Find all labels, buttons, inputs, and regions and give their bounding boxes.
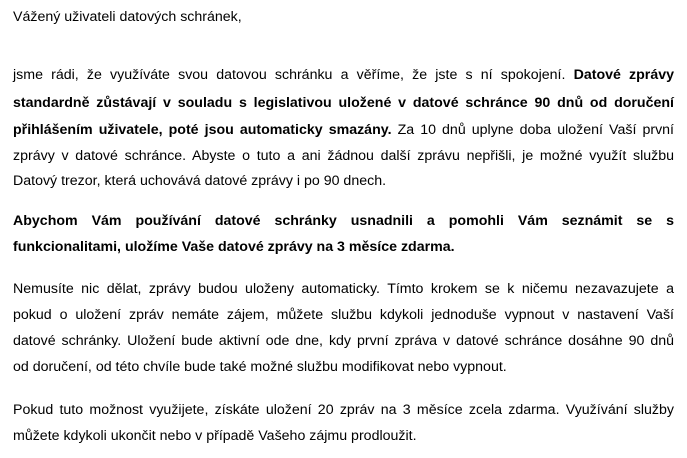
greeting: Vážený uživateli datových schránek,: [13, 9, 242, 25]
paragraph-line: Abychom Vám používání datové schránky usnadnili a pomohli Vám seznámit se s: [13, 213, 674, 229]
text-bold: přihlášením uživatele, poté jsou automaticky smazány.: [13, 122, 392, 138]
paragraph-line: zprávy v datové schránce. Abyste o tuto a ani žádnou další zprávu nepřišli, je možné využít službu: [13, 148, 674, 164]
paragraph-line: [13, 121, 674, 139]
text-bold: Datové zprávy: [573, 67, 674, 83]
paragraph-line: datové schránky. Uložení bude aktivní ode dne, kdy první zpráva v datové schránce dosáhne 90 dnů: [13, 333, 674, 349]
paragraph-line: [13, 66, 674, 84]
paragraph-line: standardně zůstávají v souladu s legislativou uložené v datové schránce 90 dnů od doručení: [13, 95, 674, 111]
paragraph-line: můžete kdykoli ukončit nebo v případě Vašeho zájmu prodloužit.: [13, 428, 417, 444]
paragraph-line: od doručení, od této chvíle bude také možné službu modifikovat nebo vypnout.: [13, 359, 507, 375]
paragraph-line: funkcionalitami, uložíme Vaše datové zprávy na 3 měsíce zdarma.: [13, 239, 455, 255]
paragraph-line: pokud o uložení zpráv nemáte zájem, můžete službu kdykoli jednoduše vypnout v nastavení Vaší: [13, 307, 674, 323]
paragraph-line: Pokud tuto možnost využijete, získáte uložení 20 zpráv na 3 měsíce zcela zdarma. Využívání služby: [13, 402, 674, 418]
text-normal: jsme rádi, že využíváte svou datovou schránku a věříme, že jste s ní spokojení.: [13, 67, 574, 83]
paragraph-line: Nemusíte nic dělat, zprávy budou uloženy automaticky. Tímto krokem se k ničemu nezavazujete a: [13, 281, 674, 297]
text-normal: Za 10 dnů uplyne doba uložení Vaší první: [391, 122, 674, 138]
paragraph-line: Datový trezor, která uchovává datové zprávy i po 90 dnech.: [13, 173, 387, 189]
